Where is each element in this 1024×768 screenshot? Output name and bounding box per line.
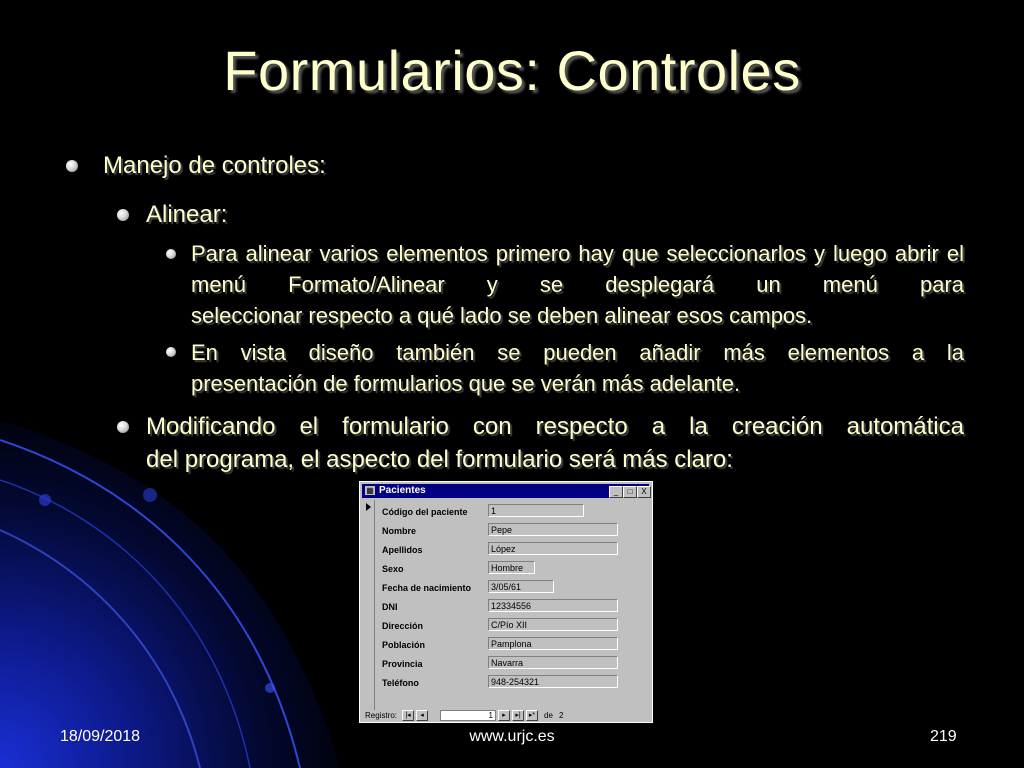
bullet-icon	[117, 209, 129, 221]
first-record-button[interactable]: |◂	[402, 710, 414, 721]
field-sexo[interactable]: Hombre	[488, 561, 535, 574]
maximize-button[interactable]: □	[623, 486, 637, 498]
pacientes-form-window	[359, 481, 653, 723]
label-provincia: Provincia	[382, 659, 423, 669]
footer-date: 18/09/2018	[60, 728, 141, 745]
label-apellidos: Apellidos	[382, 545, 423, 555]
footer-page-number: 219	[930, 728, 957, 745]
menu-path-text: Formato/Alinear	[288, 272, 445, 297]
record-of-label: de	[544, 711, 553, 720]
record-navigation-bar	[362, 710, 649, 721]
bullet-manejo-controles: Manejo de controles:	[103, 152, 326, 179]
label-codigo: Código del paciente	[382, 507, 468, 517]
form-icon: ▦	[366, 486, 374, 495]
field-apellidos[interactable]: López	[488, 542, 618, 555]
bullet-modificando	[146, 410, 964, 476]
close-button[interactable]: X	[637, 486, 651, 498]
field-poblacion[interactable]: Pamplona	[488, 637, 618, 650]
minimize-button[interactable]: _	[609, 486, 623, 498]
record-selector[interactable]	[364, 500, 375, 710]
label-dni: DNI	[382, 602, 398, 612]
record-label: Registro:	[365, 711, 398, 720]
paragraph-text: y se desplegará un menú para	[444, 272, 964, 297]
bullet-icon	[166, 347, 176, 357]
last-record-button[interactable]: ▸|	[512, 710, 524, 721]
label-telefono: Teléfono	[382, 678, 419, 688]
label-sexo: Sexo	[382, 564, 404, 574]
bullet-icon	[117, 421, 129, 433]
field-telefono[interactable]: 948-254321	[488, 675, 618, 688]
slide-title: Formularios: Controles	[223, 39, 801, 102]
previous-record-button[interactable]: ◂	[416, 710, 428, 721]
paragraph-text: Para alinear varios elementos primero hay que seleccionarlos y luego abrir el menú	[191, 241, 964, 297]
field-fecha-nacimiento[interactable]: 3/05/61	[488, 580, 554, 593]
footer-url: www.urjc.es	[469, 728, 555, 745]
field-provincia[interactable]: Navarra	[488, 656, 618, 669]
label-direccion: Dirección	[382, 621, 424, 631]
paragraph-text: del programa, el aspecto del formulario será más claro:	[146, 446, 733, 473]
paragraph-alinear	[191, 238, 964, 331]
label-nombre: Nombre	[382, 526, 417, 536]
bullet-alinear: Alinear:	[146, 201, 228, 228]
paragraph-text: presentación de formularios que se verán más adelante.	[191, 371, 741, 396]
record-pointer-icon	[366, 503, 371, 511]
paragraph-text: En vista diseño también se pueden añadir más elementos a la	[191, 340, 964, 365]
vertical-scrollbar[interactable]	[639, 500, 649, 709]
new-record-button[interactable]: ▸*	[526, 710, 538, 721]
label-poblacion: Población	[382, 640, 426, 650]
paragraph-text: Modificando el formulario con respecto a la creación automática	[146, 413, 964, 440]
window-titlebar	[362, 484, 649, 498]
next-record-button[interactable]: ▸	[498, 710, 510, 721]
bullet-icon	[166, 249, 176, 259]
record-number-input[interactable]: 1	[440, 710, 496, 721]
record-total: 2	[559, 711, 564, 720]
field-dni[interactable]: 12334556	[488, 599, 618, 612]
field-codigo[interactable]: 1	[488, 504, 584, 517]
bullet-icon	[66, 160, 78, 172]
paragraph-text: seleccionar respecto a qué lado se deben alinear esos campos.	[191, 303, 813, 328]
label-fecha-nacimiento: Fecha de nacimiento	[382, 583, 472, 593]
window-title: Pacientes	[379, 485, 426, 496]
field-direccion[interactable]: C/Pío XII	[488, 618, 618, 631]
paragraph-vista-diseno	[191, 337, 964, 399]
field-nombre[interactable]: Pepe	[488, 523, 618, 536]
